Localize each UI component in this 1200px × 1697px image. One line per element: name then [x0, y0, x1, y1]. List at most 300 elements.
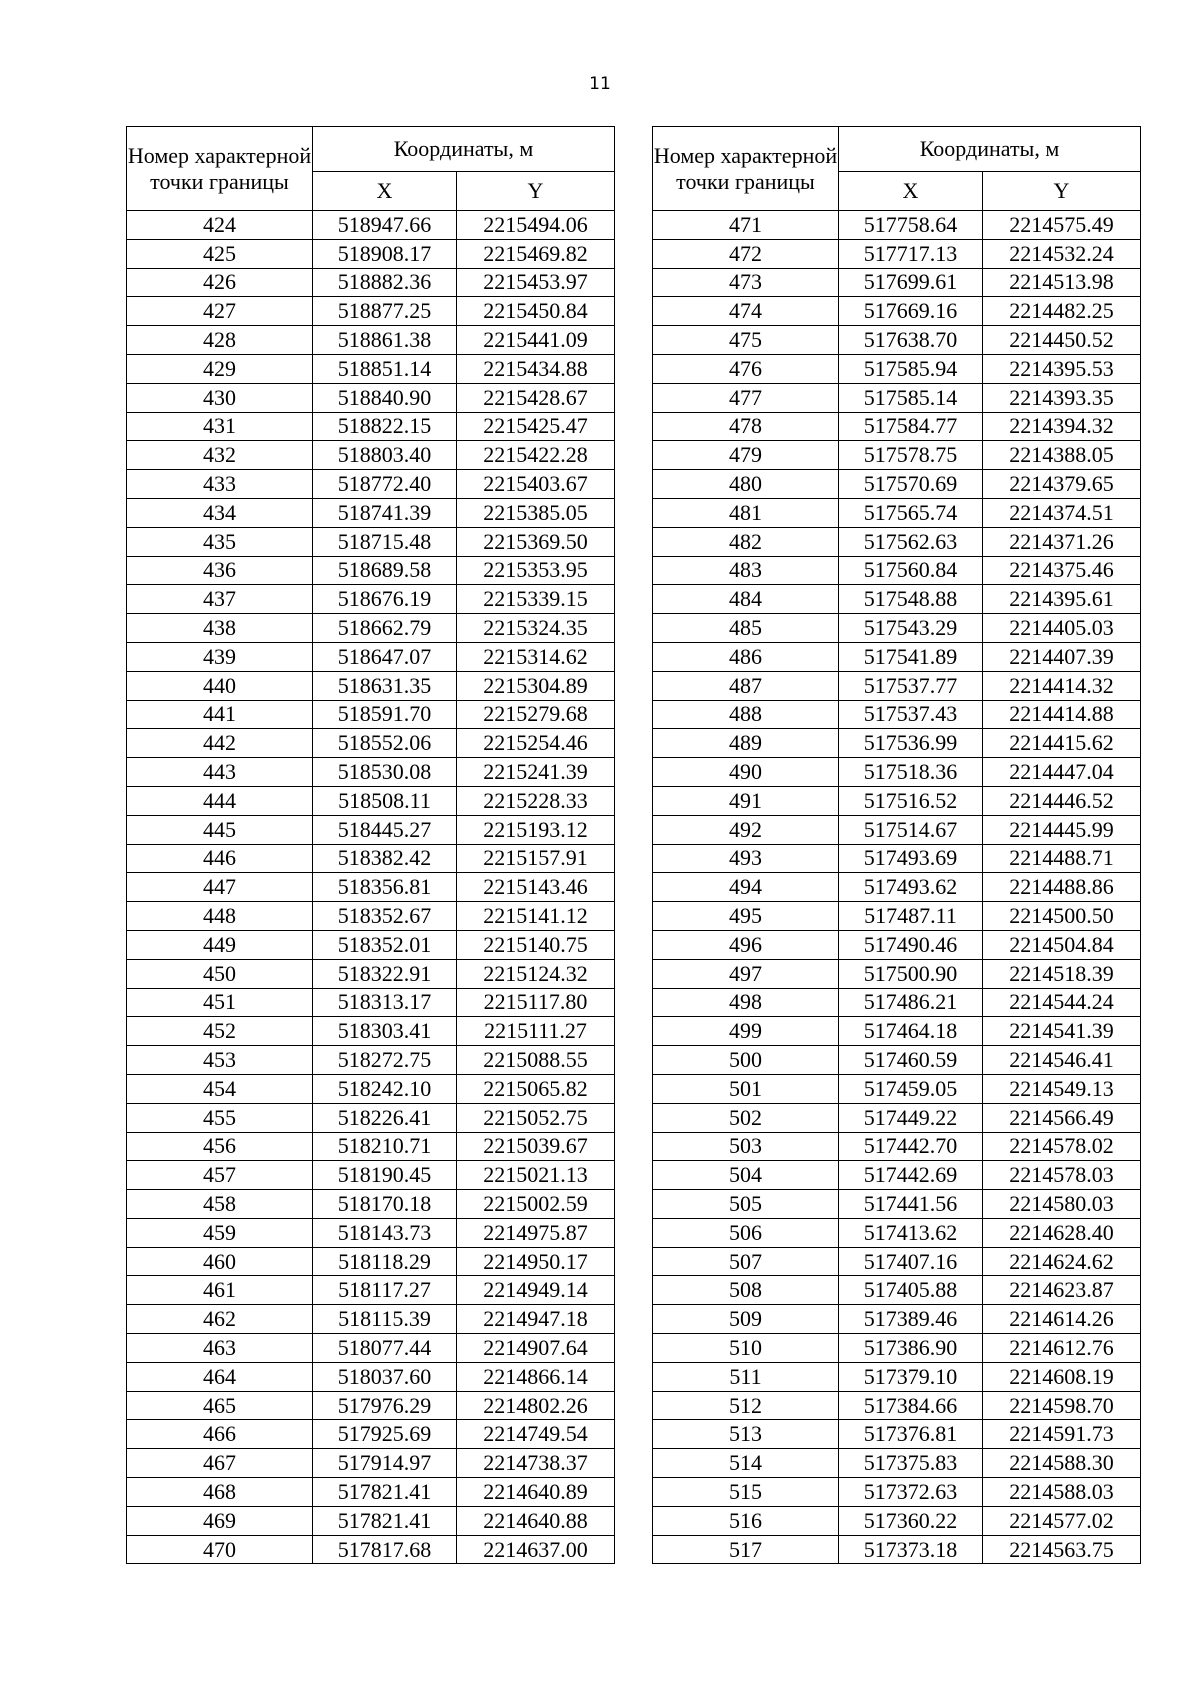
- x-cell: 518077.44: [313, 1334, 457, 1363]
- y-cell: 2214640.89: [457, 1478, 615, 1507]
- point-number-cell: 467: [127, 1449, 313, 1478]
- table-row: [127, 1247, 615, 1276]
- x-cell: 517487.11: [839, 902, 983, 931]
- x-cell: 518591.70: [313, 700, 457, 729]
- table-row: [127, 873, 615, 902]
- table-row: [653, 498, 1141, 527]
- point-number-cell: 465: [127, 1391, 313, 1420]
- x-cell: 518313.17: [313, 988, 457, 1017]
- y-cell: 2214394.32: [983, 412, 1141, 441]
- point-number-cell: 460: [127, 1247, 313, 1276]
- y-cell: 2215494.06: [457, 211, 615, 240]
- table-row: [127, 1132, 615, 1161]
- y-cell: 2215324.35: [457, 614, 615, 643]
- point-number-cell: 480: [653, 470, 839, 499]
- x-cell: 518352.01: [313, 930, 457, 959]
- y-cell: 2214450.52: [983, 326, 1141, 355]
- x-cell: 517386.90: [839, 1334, 983, 1363]
- table-row: [127, 1017, 615, 1046]
- y-cell: 2215279.68: [457, 700, 615, 729]
- y-cell: 2215193.12: [457, 815, 615, 844]
- x-cell: 517585.94: [839, 354, 983, 383]
- table-row: [653, 1247, 1141, 1276]
- table-row: [127, 614, 615, 643]
- x-cell: 517541.89: [839, 642, 983, 671]
- x-cell: 517914.97: [313, 1449, 457, 1478]
- table-row: [127, 1103, 615, 1132]
- x-cell: 517516.52: [839, 786, 983, 815]
- table-row: [653, 1506, 1141, 1535]
- table-row: [127, 1391, 615, 1420]
- x-cell: 518877.25: [313, 297, 457, 326]
- point-number-cell: 471: [653, 211, 839, 240]
- x-cell: 518210.71: [313, 1132, 457, 1161]
- x-cell: 517464.18: [839, 1017, 983, 1046]
- x-cell: 517638.70: [839, 326, 983, 355]
- x-cell: 517548.88: [839, 585, 983, 614]
- y-cell: 2214577.02: [983, 1506, 1141, 1535]
- y-cell: 2214482.25: [983, 297, 1141, 326]
- x-cell: 517578.75: [839, 441, 983, 470]
- table-row: [127, 959, 615, 988]
- table-row: [653, 1017, 1141, 1046]
- y-cell: 2214546.41: [983, 1046, 1141, 1075]
- y-cell: 2215450.84: [457, 297, 615, 326]
- x-cell: 517442.70: [839, 1132, 983, 1161]
- table-row: [127, 758, 615, 787]
- table-row: [653, 1391, 1141, 1420]
- point-number-cell: 463: [127, 1334, 313, 1363]
- x-cell: 517376.81: [839, 1420, 983, 1449]
- point-number-cell: 489: [653, 729, 839, 758]
- y-cell: 2214374.51: [983, 498, 1141, 527]
- table-row: [653, 211, 1141, 240]
- y-cell: 2215314.62: [457, 642, 615, 671]
- x-cell: 518190.45: [313, 1161, 457, 1190]
- table-row: [653, 326, 1141, 355]
- point-number-cell: 487: [653, 671, 839, 700]
- x-cell: 517413.62: [839, 1218, 983, 1247]
- x-cell: 518741.39: [313, 498, 457, 527]
- table-row: [127, 786, 615, 815]
- y-cell: 2214580.03: [983, 1190, 1141, 1219]
- table-row: [127, 844, 615, 873]
- point-number-cell: 442: [127, 729, 313, 758]
- x-cell: 518840.90: [313, 383, 457, 412]
- y-cell: 2214738.37: [457, 1449, 615, 1478]
- y-cell: 2214414.32: [983, 671, 1141, 700]
- point-number-cell: 514: [653, 1449, 839, 1478]
- x-cell: 518352.67: [313, 902, 457, 931]
- y-cell: 2214578.02: [983, 1132, 1141, 1161]
- x-cell: 518772.40: [313, 470, 457, 499]
- y-cell: 2214598.70: [983, 1391, 1141, 1420]
- table-row: [653, 1305, 1141, 1334]
- y-cell: 2214500.50: [983, 902, 1141, 931]
- x-cell: 518552.06: [313, 729, 457, 758]
- point-number-cell: 462: [127, 1305, 313, 1334]
- y-cell: 2215304.89: [457, 671, 615, 700]
- table-row: [653, 239, 1141, 268]
- table-row: [127, 297, 615, 326]
- point-number-cell: 464: [127, 1362, 313, 1391]
- y-cell: 2214591.73: [983, 1420, 1141, 1449]
- point-number-cell: 500: [653, 1046, 839, 1075]
- coordinates-header: Координаты, м: [839, 127, 1141, 172]
- point-number-cell: 488: [653, 700, 839, 729]
- table-row: [653, 786, 1141, 815]
- table-row: [653, 268, 1141, 297]
- table-row: [127, 1046, 615, 1075]
- point-number-cell: 491: [653, 786, 839, 815]
- y-cell: 2214488.71: [983, 844, 1141, 873]
- table-row: [653, 585, 1141, 614]
- point-number-cell: 472: [653, 239, 839, 268]
- point-number-cell: 509: [653, 1305, 839, 1334]
- point-number-cell: 473: [653, 268, 839, 297]
- x-cell: 517441.56: [839, 1190, 983, 1219]
- x-cell: 517449.22: [839, 1103, 983, 1132]
- y-cell: 2214975.87: [457, 1218, 615, 1247]
- x-cell: 517669.16: [839, 297, 983, 326]
- point-number-cell: 475: [653, 326, 839, 355]
- x-cell: 518851.14: [313, 354, 457, 383]
- point-number-cell: 445: [127, 815, 313, 844]
- x-cell: 518508.11: [313, 786, 457, 815]
- point-number-cell: 478: [653, 412, 839, 441]
- y-cell: 2214544.24: [983, 988, 1141, 1017]
- table-row: [653, 412, 1141, 441]
- point-number-cell: 474: [653, 297, 839, 326]
- table-row: [127, 815, 615, 844]
- table-row: [127, 527, 615, 556]
- point-number-cell: 468: [127, 1478, 313, 1507]
- x-cell: 518226.41: [313, 1103, 457, 1132]
- table-row: [127, 930, 615, 959]
- x-cell: 518037.60: [313, 1362, 457, 1391]
- point-number-cell: 458: [127, 1190, 313, 1219]
- point-number-cell: 490: [653, 758, 839, 787]
- x-cell: 518631.35: [313, 671, 457, 700]
- table-body-right: [653, 211, 1141, 1564]
- table-row: [653, 988, 1141, 1017]
- table-row: [653, 1276, 1141, 1305]
- x-cell: 518242.10: [313, 1074, 457, 1103]
- table-row: [127, 1478, 615, 1507]
- point-number-cell: 451: [127, 988, 313, 1017]
- point-number-cell: 424: [127, 211, 313, 240]
- y-cell: 2214447.04: [983, 758, 1141, 787]
- x-cell: 517758.64: [839, 211, 983, 240]
- point-number-cell: 430: [127, 383, 313, 412]
- y-cell: 2215469.82: [457, 239, 615, 268]
- x-cell: 517584.77: [839, 412, 983, 441]
- table-row: [653, 815, 1141, 844]
- y-cell: 2214575.49: [983, 211, 1141, 240]
- point-number-cell: 495: [653, 902, 839, 931]
- table-row: [127, 1334, 615, 1363]
- y-cell: 2214578.03: [983, 1161, 1141, 1190]
- point-number-cell: 425: [127, 239, 313, 268]
- x-cell: 517442.69: [839, 1161, 983, 1190]
- x-cell: 517372.63: [839, 1478, 983, 1507]
- y-cell: 2214588.30: [983, 1449, 1141, 1478]
- table-row: [653, 700, 1141, 729]
- y-cell: 2214749.54: [457, 1420, 615, 1449]
- table-row: [653, 297, 1141, 326]
- point-number-cell: 466: [127, 1420, 313, 1449]
- x-cell: 518118.29: [313, 1247, 457, 1276]
- y-cell: 2214415.62: [983, 729, 1141, 758]
- x-cell: 517407.16: [839, 1247, 983, 1276]
- x-cell: 517514.67: [839, 815, 983, 844]
- table-row: [653, 1218, 1141, 1247]
- table-row: [127, 1276, 615, 1305]
- point-number-cell: 459: [127, 1218, 313, 1247]
- point-number-header: Номер характерной точки границы: [127, 127, 313, 211]
- x-cell: 518117.27: [313, 1276, 457, 1305]
- y-cell: 2214802.26: [457, 1391, 615, 1420]
- x-cell: 517460.59: [839, 1046, 983, 1075]
- x-cell: 517537.77: [839, 671, 983, 700]
- x-cell: 518272.75: [313, 1046, 457, 1075]
- point-number-cell: 515: [653, 1478, 839, 1507]
- x-cell: 518676.19: [313, 585, 457, 614]
- table-row: [127, 354, 615, 383]
- point-number-cell: 499: [653, 1017, 839, 1046]
- point-number-cell: 513: [653, 1420, 839, 1449]
- x-cell: 518882.36: [313, 268, 457, 297]
- y-cell: 2215425.47: [457, 412, 615, 441]
- table-row: [653, 902, 1141, 931]
- y-cell: 2214637.00: [457, 1535, 615, 1564]
- point-number-cell: 435: [127, 527, 313, 556]
- table-row: [127, 1535, 615, 1564]
- x-cell: 517486.21: [839, 988, 983, 1017]
- table-row: [653, 1478, 1141, 1507]
- x-cell: 518822.15: [313, 412, 457, 441]
- x-cell: 518689.58: [313, 556, 457, 585]
- table-row: [653, 470, 1141, 499]
- x-cell: 518861.38: [313, 326, 457, 355]
- point-number-cell: 441: [127, 700, 313, 729]
- x-cell: 517976.29: [313, 1391, 457, 1420]
- y-cell: 2214624.62: [983, 1247, 1141, 1276]
- x-cell: 517459.05: [839, 1074, 983, 1103]
- point-number-cell: 502: [653, 1103, 839, 1132]
- table-row: [127, 1190, 615, 1219]
- point-number-cell: 512: [653, 1391, 839, 1420]
- x-cell: 517817.68: [313, 1535, 457, 1564]
- y-cell: 2215254.46: [457, 729, 615, 758]
- coordinates-header: Координаты, м: [313, 127, 615, 172]
- y-cell: 2214950.17: [457, 1247, 615, 1276]
- table-row: [653, 959, 1141, 988]
- point-number-cell: 443: [127, 758, 313, 787]
- y-cell: 2215088.55: [457, 1046, 615, 1075]
- table-row: [653, 1449, 1141, 1478]
- table-row: [653, 1535, 1141, 1564]
- table-row: [127, 1506, 615, 1535]
- point-number-cell: 429: [127, 354, 313, 383]
- x-cell: 517384.66: [839, 1391, 983, 1420]
- point-number-cell: 484: [653, 585, 839, 614]
- y-cell: 2215141.12: [457, 902, 615, 931]
- point-number-cell: 479: [653, 441, 839, 470]
- y-cell: 2214379.65: [983, 470, 1141, 499]
- y-cell: 2215369.50: [457, 527, 615, 556]
- table-row: [127, 326, 615, 355]
- x-cell: 517821.41: [313, 1478, 457, 1507]
- point-number-cell: 505: [653, 1190, 839, 1219]
- table-row: [653, 930, 1141, 959]
- table-row: [653, 1132, 1141, 1161]
- x-cell: 517717.13: [839, 239, 983, 268]
- x-cell: 517536.99: [839, 729, 983, 758]
- table-row: [653, 729, 1141, 758]
- point-number-cell: 516: [653, 1506, 839, 1535]
- x-cell: 517562.63: [839, 527, 983, 556]
- y-cell: 2214518.39: [983, 959, 1141, 988]
- table-row: [127, 556, 615, 585]
- y-cell: 2214614.26: [983, 1305, 1141, 1334]
- point-number-cell: 476: [653, 354, 839, 383]
- y-cell: 2214388.05: [983, 441, 1141, 470]
- point-number-cell: 456: [127, 1132, 313, 1161]
- point-number-cell: 447: [127, 873, 313, 902]
- point-number-cell: 461: [127, 1276, 313, 1305]
- y-cell: 2214488.86: [983, 873, 1141, 902]
- table-row: [127, 412, 615, 441]
- table-row: [653, 383, 1141, 412]
- y-cell: 2215002.59: [457, 1190, 615, 1219]
- coordinates-table-left: [126, 126, 615, 1564]
- x-cell: 518322.91: [313, 959, 457, 988]
- table-row: [127, 1305, 615, 1334]
- point-number-cell: 501: [653, 1074, 839, 1103]
- point-number-cell: 497: [653, 959, 839, 988]
- point-number-cell: 507: [653, 1247, 839, 1276]
- point-number-cell: 433: [127, 470, 313, 499]
- point-number-cell: 493: [653, 844, 839, 873]
- table-row: [127, 585, 615, 614]
- point-number-cell: 452: [127, 1017, 313, 1046]
- y-cell: 2215021.13: [457, 1161, 615, 1190]
- y-cell: 2214566.49: [983, 1103, 1141, 1132]
- table-row: [127, 1218, 615, 1247]
- y-cell: 2214563.75: [983, 1535, 1141, 1564]
- point-number-cell: 510: [653, 1334, 839, 1363]
- y-cell: 2214405.03: [983, 614, 1141, 643]
- y-cell: 2214866.14: [457, 1362, 615, 1391]
- y-cell: 2215065.82: [457, 1074, 615, 1103]
- y-cell: 2214588.03: [983, 1478, 1141, 1507]
- y-cell: 2214628.40: [983, 1218, 1141, 1247]
- y-cell: 2214375.46: [983, 556, 1141, 585]
- y-cell: 2215124.32: [457, 959, 615, 988]
- y-cell: 2214513.98: [983, 268, 1141, 297]
- point-number-cell: 483: [653, 556, 839, 585]
- coordinates-table-right: [652, 126, 1141, 1564]
- x-cell: 517493.62: [839, 873, 983, 902]
- table-row: [127, 383, 615, 412]
- y-cell: 2214612.76: [983, 1334, 1141, 1363]
- table-row: [127, 441, 615, 470]
- point-number-cell: 450: [127, 959, 313, 988]
- point-number-header: Номер характерной точки границы: [653, 127, 839, 211]
- y-cell: 2215052.75: [457, 1103, 615, 1132]
- x-cell: 518356.81: [313, 873, 457, 902]
- y-cell: 2215441.09: [457, 326, 615, 355]
- x-cell: 518445.27: [313, 815, 457, 844]
- table-row: [653, 873, 1141, 902]
- point-number-cell: 498: [653, 988, 839, 1017]
- x-cell: 518647.07: [313, 642, 457, 671]
- y-cell: 2214414.88: [983, 700, 1141, 729]
- table-row: [127, 671, 615, 700]
- y-cell: 2214640.88: [457, 1506, 615, 1535]
- x-cell: 518908.17: [313, 239, 457, 268]
- x-cell: 517570.69: [839, 470, 983, 499]
- x-cell: 517490.46: [839, 930, 983, 959]
- x-cell: 517500.90: [839, 959, 983, 988]
- point-number-cell: 439: [127, 642, 313, 671]
- x-cell: 518382.42: [313, 844, 457, 873]
- y-cell: 2214395.61: [983, 585, 1141, 614]
- x-cell: 518803.40: [313, 441, 457, 470]
- x-cell: 518715.48: [313, 527, 457, 556]
- point-number-cell: 481: [653, 498, 839, 527]
- y-cell: 2215403.67: [457, 470, 615, 499]
- x-cell: 517543.29: [839, 614, 983, 643]
- point-number-cell: 454: [127, 1074, 313, 1103]
- y-cell: 2215339.15: [457, 585, 615, 614]
- table-row: [127, 498, 615, 527]
- y-header: Y: [983, 172, 1141, 211]
- y-cell: 2215241.39: [457, 758, 615, 787]
- table-row: [127, 1074, 615, 1103]
- point-number-cell: 428: [127, 326, 313, 355]
- table-row: [653, 1362, 1141, 1391]
- y-cell: 2215140.75: [457, 930, 615, 959]
- table-row: [127, 470, 615, 499]
- x-cell: 517699.61: [839, 268, 983, 297]
- point-number-cell: 440: [127, 671, 313, 700]
- x-cell: 517537.43: [839, 700, 983, 729]
- point-number-cell: 446: [127, 844, 313, 873]
- table-row: [653, 1334, 1141, 1363]
- point-number-cell: 511: [653, 1362, 839, 1391]
- x-cell: 518143.73: [313, 1218, 457, 1247]
- y-cell: 2215157.91: [457, 844, 615, 873]
- x-cell: 517518.36: [839, 758, 983, 787]
- table-row: [127, 729, 615, 758]
- page-number: 11: [589, 74, 611, 94]
- table-row: [127, 1161, 615, 1190]
- table-row: [653, 758, 1141, 787]
- y-cell: 2214395.53: [983, 354, 1141, 383]
- table-row: [653, 441, 1141, 470]
- table-row: [653, 1103, 1141, 1132]
- point-number-cell: 469: [127, 1506, 313, 1535]
- point-number-cell: 437: [127, 585, 313, 614]
- table-row: [127, 902, 615, 931]
- x-cell: 517925.69: [313, 1420, 457, 1449]
- table-row: [653, 1074, 1141, 1103]
- table-row: [653, 642, 1141, 671]
- y-cell: 2215353.95: [457, 556, 615, 585]
- point-number-cell: 496: [653, 930, 839, 959]
